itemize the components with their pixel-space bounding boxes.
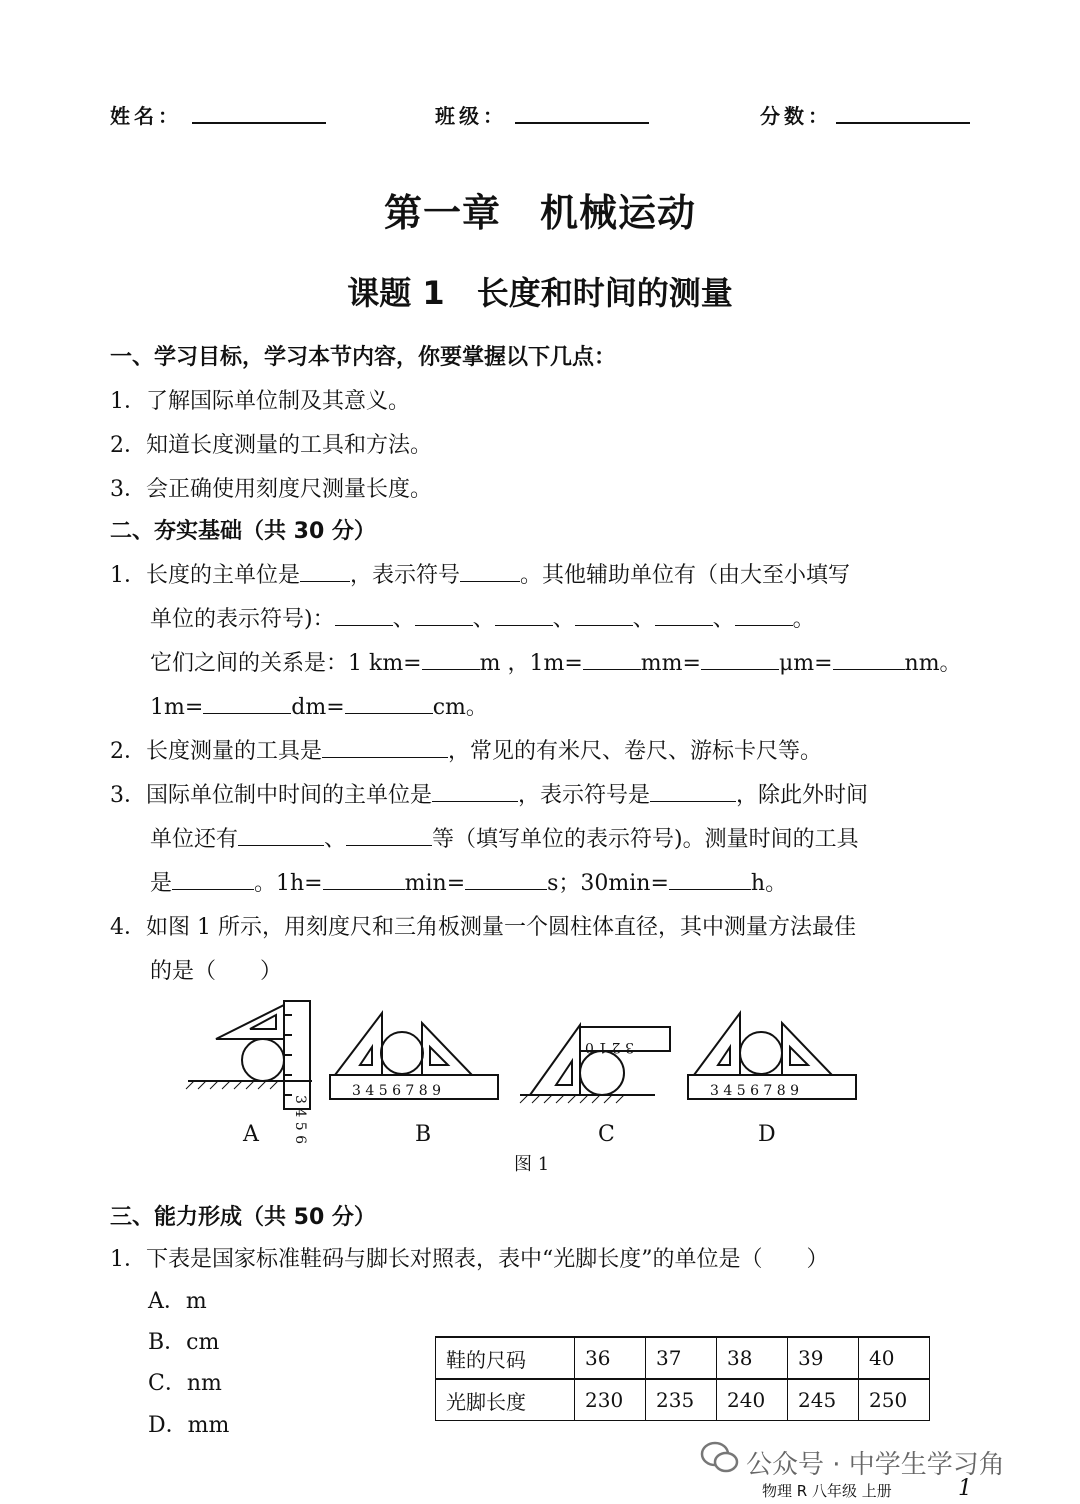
footer-text: 物理 R 八年级 上册 bbox=[762, 1482, 892, 1500]
score-label: 分数： bbox=[760, 104, 832, 128]
option-a: A．m bbox=[148, 1289, 207, 1314]
ruler-ticks-c: 3 2 1 0 bbox=[585, 1039, 634, 1055]
figure-label-d: D bbox=[758, 1122, 776, 1147]
table-cell: 38 bbox=[717, 1337, 788, 1379]
table-cell: 240 bbox=[717, 1379, 788, 1421]
answer-blank[interactable] bbox=[345, 695, 433, 714]
answer-blank[interactable] bbox=[323, 871, 405, 890]
answer-blank[interactable] bbox=[833, 651, 905, 670]
class-blank[interactable] bbox=[515, 122, 649, 124]
section1-title: 一、学习目标，学习本节内容，你要掌握以下几点： bbox=[110, 345, 617, 370]
question-line: 4．如图 1 所示，用刻度尺和三角板测量一个圆柱体直径，其中测量方法最佳 bbox=[110, 915, 856, 940]
answer-blank[interactable] bbox=[701, 651, 779, 670]
question-line: 的是（ ） bbox=[150, 959, 283, 984]
figure-c bbox=[520, 1025, 670, 1103]
figure-label-c: C bbox=[598, 1122, 615, 1147]
section2-title: 二、夯实基础（共 30 分） bbox=[110, 519, 376, 544]
objective-item: 1．了解国际单位制及其意义。 bbox=[110, 389, 410, 414]
option-c: C．nm bbox=[148, 1371, 222, 1396]
question-line: 1．下表是国家标准鞋码与脚长对照表，表中“光脚长度”的单位是（ ） bbox=[110, 1247, 829, 1272]
answer-blank[interactable] bbox=[669, 871, 751, 890]
question-line: 单位的表示符号)： 、 、 、 、 、 。 bbox=[150, 607, 815, 632]
ruler-ticks-b: 3 4 5 6 7 8 9 bbox=[352, 1083, 442, 1099]
answer-blank[interactable] bbox=[495, 607, 553, 626]
table-cell: 40 bbox=[859, 1337, 930, 1379]
table-cell: 36 bbox=[575, 1337, 646, 1379]
shoe-size-table bbox=[435, 1336, 930, 1421]
question-line: 1．长度的主单位是 ，表示符号 。其他辅助单位有（由大至小填写 bbox=[110, 563, 851, 588]
answer-blank[interactable] bbox=[583, 651, 641, 670]
name-label: 姓名： bbox=[110, 104, 182, 128]
name-blank[interactable] bbox=[192, 122, 326, 124]
watermark-text: 公众号 · 中学生学习角 bbox=[746, 1450, 1005, 1480]
answer-blank[interactable] bbox=[300, 563, 350, 582]
ruler-ticks-a: 3 4 5 6 bbox=[292, 1095, 308, 1144]
table-row bbox=[436, 1379, 930, 1421]
question-line: 1m= dm= cm。 bbox=[150, 695, 488, 720]
answer-blank[interactable] bbox=[575, 607, 633, 626]
table-cell: 235 bbox=[646, 1379, 717, 1421]
answer-blank[interactable] bbox=[203, 695, 291, 714]
row-label: 光脚长度 bbox=[436, 1379, 575, 1421]
chapter-title: 第一章 机械运动 bbox=[383, 191, 696, 235]
lesson-title: 课题 1 长度和时间的测量 bbox=[347, 274, 733, 312]
answer-blank[interactable] bbox=[415, 607, 473, 626]
ruler-ticks-d: 3 4 5 6 7 8 9 bbox=[710, 1083, 800, 1099]
answer-blank[interactable] bbox=[322, 739, 448, 758]
answer-blank[interactable] bbox=[655, 607, 713, 626]
figure-a bbox=[186, 1001, 312, 1109]
wechat-icon bbox=[700, 1440, 740, 1476]
row-label: 鞋的尺码 bbox=[436, 1337, 575, 1379]
table-cell: 245 bbox=[788, 1379, 859, 1421]
question-line: 是 。1h= min= s；30min= h。 bbox=[150, 871, 788, 896]
answer-blank[interactable] bbox=[346, 827, 432, 846]
class-label: 班级： bbox=[435, 104, 507, 128]
question-line: 单位还有 、 等（填写单位的表示符号)。测量时间的工具 bbox=[150, 827, 859, 852]
answer-blank[interactable] bbox=[650, 783, 736, 802]
table-cell: 230 bbox=[575, 1379, 646, 1421]
page-number: 1 bbox=[958, 1476, 972, 1501]
table-cell: 37 bbox=[646, 1337, 717, 1379]
question-line: 3．国际单位制中时间的主单位是 ，表示符号是 ，除此外时间 bbox=[110, 783, 869, 808]
answer-blank[interactable] bbox=[460, 563, 520, 582]
answer-blank[interactable] bbox=[335, 607, 393, 626]
question-line: 2．长度测量的工具是 ，常见的有米尺、卷尺、游标卡尺等。 bbox=[110, 739, 823, 764]
figure-label-b: B bbox=[415, 1122, 432, 1147]
answer-blank[interactable] bbox=[238, 827, 324, 846]
answer-blank[interactable] bbox=[172, 871, 254, 890]
table-row bbox=[436, 1337, 930, 1379]
figure-caption: 图 1 bbox=[514, 1154, 550, 1175]
objective-item: 3．会正确使用刻度尺测量长度。 bbox=[110, 477, 432, 502]
question-line: 它们之间的关系是：1 km= m ，1m= mm= μm= nm。 bbox=[150, 651, 962, 676]
score-blank[interactable] bbox=[836, 122, 970, 124]
answer-blank[interactable] bbox=[422, 651, 480, 670]
option-b: B．cm bbox=[148, 1330, 220, 1355]
objective-item: 2．知道长度测量的工具和方法。 bbox=[110, 433, 432, 458]
option-d: D．mm bbox=[148, 1413, 230, 1438]
answer-blank[interactable] bbox=[432, 783, 518, 802]
answer-blank[interactable] bbox=[735, 607, 793, 626]
figure-label-a: A bbox=[243, 1122, 259, 1147]
table-cell: 250 bbox=[859, 1379, 930, 1421]
section3-title: 三、能力形成（共 50 分） bbox=[110, 1205, 376, 1230]
answer-blank[interactable] bbox=[465, 871, 547, 890]
table-cell: 39 bbox=[788, 1337, 859, 1379]
